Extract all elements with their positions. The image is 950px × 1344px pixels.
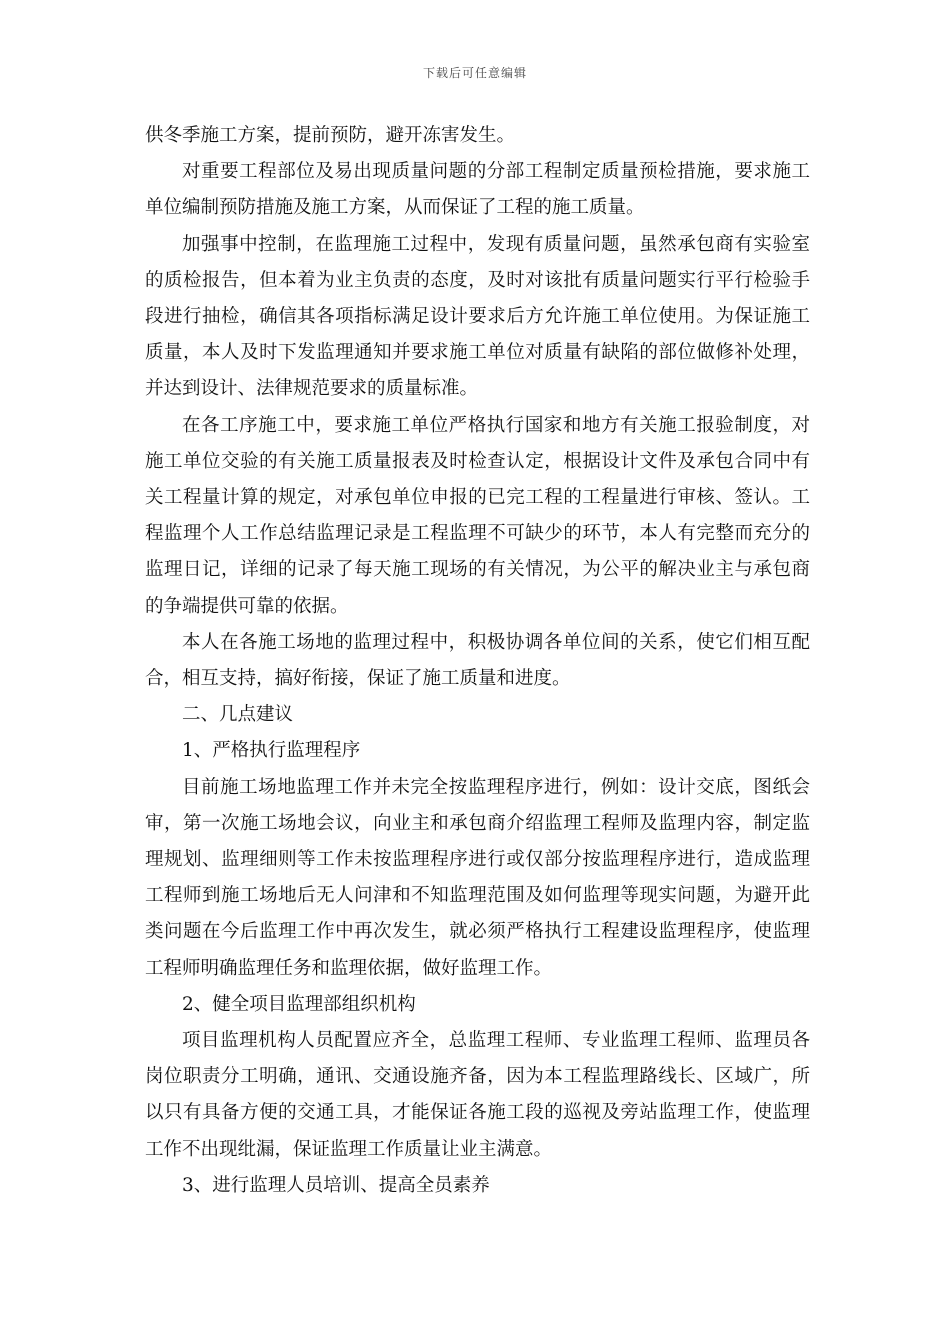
paragraph-1: 供冬季施工方案，提前预防，避开冻害发生。 bbox=[145, 125, 516, 146]
subheading-2: 2、健全项目监理部组织机构 bbox=[182, 993, 416, 1015]
paragraph-5: 本人在各施工场地的监理过程中，积极协调各单位间的关系，使它们相互配合，相互支持，搞好衔接，保证了施工质量和进度。 bbox=[145, 631, 810, 690]
paragraph-2: 对重要工程部位及易出现质量问题的分部工程制定质量预检措施，要求施工单位编制预防措施及施工方案，从而保证了工程的施工质量。 bbox=[145, 161, 810, 219]
page-header: 下载后可任意编辑 bbox=[422, 66, 527, 80]
paragraph-4: 在各工序施工中，要求施工单位严格执行国家和地方有关施工报验制度，对施工单位交验的有关施工质量报表及时检查认定，根据设计文件及承包合同中有关工程量计算的规定，对承包单位申报的已完工程的工程量进行审核、签认。工程监理个人工作总结监理记录是工程监理不可缺少的环节，本人有完整而充分的监理日记，详细的记录了每天施工现场的有关情况，为公平的解决业主与承包商的争端提供可靠的依据。 bbox=[145, 414, 810, 617]
paragraph-6: 目前施工场地监理工作并未完全按监理程序进行，例如：设计交底，图纸会审，第一次施工场地会议，向业主和承包商介绍监理工程师及监理内容，制定监理规划、监理细则等工作未按监理程序进行或仅部分按监理程序进行，造成监理工程师到施工场地后无人问津和不知监理范围及如何监理等现实问题，为避开此类问题在今后监理工作中再次发生，就必须严格执行工程建设监理程序，使监理工程师明确监理任务和监理依据，做好监理工作。 bbox=[145, 776, 810, 979]
paragraph-3: 加强事中控制，在监理施工过程中，发现有质量问题，虽然承包商有实验室的质检报告，但本着为业主负责的态度，及时对该批有质量问题实行平行检验手段进行抽检，确信其各项指标满足设计要求后方允许施工单位使用。为保证施工质量，本人及时下发监理通知并要求施工单位对质量有缺陷的部位做修补处理，并达到设计、法律规范要求的质量标准。 bbox=[145, 233, 810, 400]
document-body bbox=[145, 118, 810, 1204]
section-heading: 二、几点建议 bbox=[182, 704, 294, 726]
paragraph-7: 项目监理机构人员配置应齐全，总监理工程师、专业监理工程师、监理员各岗位职责分工明确，通讯、交通设施齐备，因为本工程监理路线长、区域广，所以只有具备方便的交通工具，才能保证各施工段的巡视及旁站监理工作，使监理工作不出现纰漏，保证监理工作质量让业主满意。 bbox=[145, 1030, 810, 1160]
subheading-1: 1、严格执行监理程序 bbox=[182, 740, 361, 762]
subheading-3: 3、进行监理人员培训、提高全员素养 bbox=[182, 1174, 490, 1196]
